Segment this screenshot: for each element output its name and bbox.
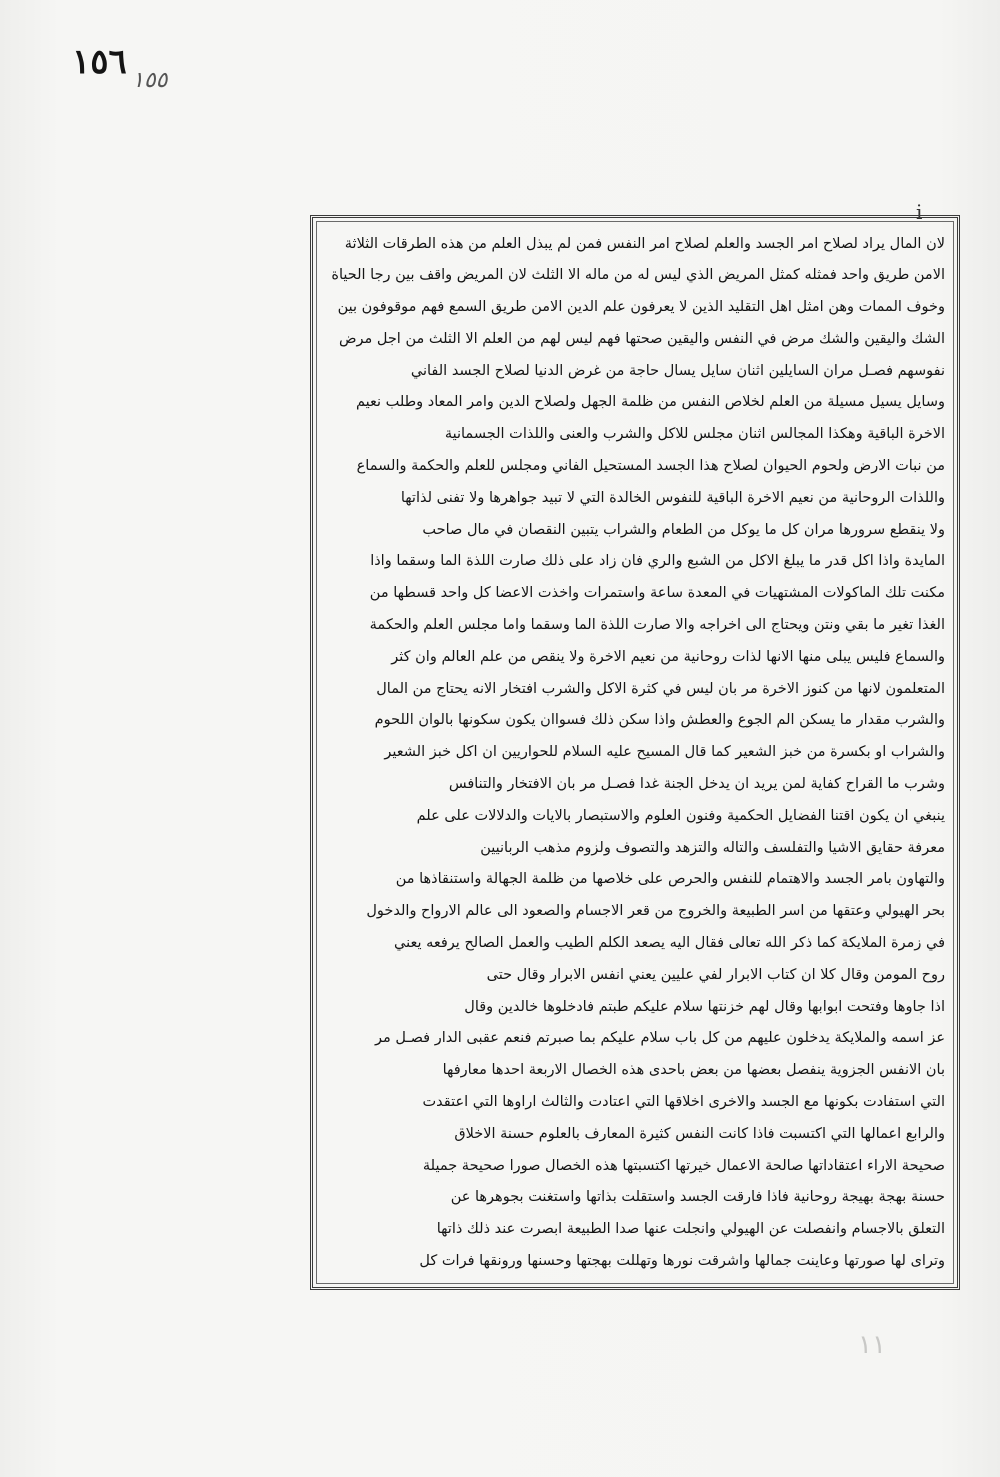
manuscript-line: والرابع اعمالها التي اكتسبت فاذا كانت النفس كثيرة المعارف بالعلوم حسنة الاخلاق [454,1125,945,1142]
manuscript-line: وخوف الممات وهن امثل اهل التقليد الذين لا يعرفون علم الدين الامن طريق السمع فهم موقوفون بين [337,299,945,316]
manuscript-line: والسماع فليس يبلى منها الانها لذات روحانية من نعيم الاخرة ولا ينقص من علم العالم وان كثر [391,648,945,665]
manuscript-line: التي استفادت بكونها مع الجسد والاخرى اخلاقها التي اعتادت والثالث اراوها التي اعتقدت [422,1094,945,1111]
manuscript-line: والشراب او بكسرة من خبز الشعير كما قال المسيح عليه السلام للحواريين ان اكل خبز الشعير [384,744,945,761]
manuscript-line: وشرب ما القراح كفاية لمن يريد ان يدخل الجنة غدا فصـل مر بان الافتخار والتنافس [448,776,945,793]
manuscript-line: المايدة واذا اكل قدر ما يبلغ الاكل من الشبع والري فان زاد على ذلك صارت اللذة الما وسقما واذا [370,553,945,570]
text-frame [310,215,960,1290]
manuscript-line: مكنت تلك الماكولات المشتهيات في المعدة ساعة واستمرات واخذت الاعضا كل واحد قسطها من [369,585,945,602]
manuscript-line: الشك واليقين والشك مرض في النفس واليقين صحتها فهم ليس لهم من العلم الا الثلث من اجل مرض [338,330,945,347]
folio-number: ١٥٦ [72,42,127,82]
manuscript-line: الاخرة الباقية وهكذا المجالس اثنان مجلس للاكل والشرب والعنى واللذات الجسمانية [444,426,945,443]
manuscript-line: عز اسمه والملايكة يدخلون عليهم من كل باب سلام عليكم بما صبرتم فنعم عقبى الدار فصـل مر [374,1030,945,1047]
manuscript-line: الامن طريق واحد فمثله كمثل المريض الذي ليس له من ماله الا الثلث لان المريض واقف بين رجا الحياة [331,267,945,284]
manuscript-line: روح المومن وقال كلا ان كتاب الابرار لفي عليين يعني انفس الابرار وقال حتى [486,966,945,983]
manuscript-line: حسنة بهجة بهيجة روحانية فاذا فارقت الجسد واستقلت بذاتها واستغنت بجوهرها عن [450,1189,945,1206]
manuscript-line: والتهاون بامر الجسد والاهتمام للنفس والحرص على خلاصها من ظلمة الجهالة واستنقاذها من [395,871,945,888]
margin-mark: ⅰ [916,200,923,224]
manuscript-line: وتراى لها صورتها وعاينت جمالها واشرقت نورها وتهللت بهجتها وحسنها ورونقها فرات كل [419,1253,945,1269]
folio-note: ١٥٥ [132,68,168,93]
manuscript-line: ولا ينقطع سرورها مران كل ما يوكل من الطعام والشراب يتبين النقصان في مال صاحب [422,521,945,538]
manuscript-line: لان المال يراد لصلاح امر الجسد والعلم لصلاح امر النفس فمن لم يبذل العلم من هذه الطرقات الثلاثة [344,235,945,252]
faint-library-stamp: ۱۱ [858,1330,886,1360]
manuscript-line: الغذا تغير ما بقي ونتن ويحتاج الى اخراجه والا صارت اللذة الما وسقما واما مجلس العلم والحكمة [369,617,945,634]
manuscript-line: صحيحة الاراء اعتقاداتها صالحة الاعمال خيرتها اكتسبتها هذه الخصال صورا صحيحة جميلة [422,1157,945,1174]
manuscript-line: في زمرة الملايكة كما ذكر الله تعالى فقال اليه يصعد الكلم الطيب والعمل الصالح يرفعه يعني [394,935,945,952]
manuscript-line: بان الانفس الجزوية ينفصل بعضها من بعض باحدى هذه الخصال الاربعة احدها معارفها [442,1062,945,1079]
manuscript-line: التعلق بالاجسام وانفصلت عن الهيولي وانجلت عنها صدا الطبيعة ابصرت عند ذلك ذاتها [436,1221,945,1238]
manuscript-line: نفوسهم فصـل مران السايلين اثنان سايل يسال حاجة من غرض الدنيا لصلاح الجسد الفاني [410,362,945,379]
manuscript-line: والشرب مقدار ما يسكن الم الجوع والعطش واذا سكن ذلك فسواان يكون سكونها بالوان اللحوم [374,712,945,729]
manuscript-line: من نبات الارض ولحوم الحيوان لصلاح هذا الجسد المستحيل الفاني ومجلس للعلم والحكمة والسماع [356,458,945,475]
manuscript-line: المتعلمون لانها من كنوز الاخرة مر بان ليس في كثرة الاكل والشرب افتخار الانه يحتاج من المال [376,680,945,697]
manuscript-text [327,228,945,1277]
manuscript-line: اذا جاوها وفتحت ابوابها وقال لهم خزنتها سلام عليكم طبتم فادخلوها خالدين وقال [464,998,945,1015]
manuscript-line: معرفة حقايق الاشيا والتفلسف والتاله والتزهد والتصوف ولزوم مذهب الربانيين [480,839,945,856]
manuscript-line: بحر الهيولي وعتقها من اسر الطبيعة والخروج من قعر الاجسام والصعود الى عالم الارواح والدخول [366,903,945,920]
manuscript-line: واللذات الروحانية من نعيم الاخرة الباقية للنفوس الخالدة التي لا تبيد جواهرها ولا تفنى لذاتها [400,489,945,506]
manuscript-line: ينبغي ان يكون اقتنا الفضايل الحكمية وفنون العلوم والاستبصار بالايات والدلالات على علم [416,807,945,824]
manuscript-line: وسايل يسيل مسيلة من العلم لخلاص النفس من ظلمة الجهل ولصلاح الدين وامر المعاد وطلب نعيم [355,394,945,411]
